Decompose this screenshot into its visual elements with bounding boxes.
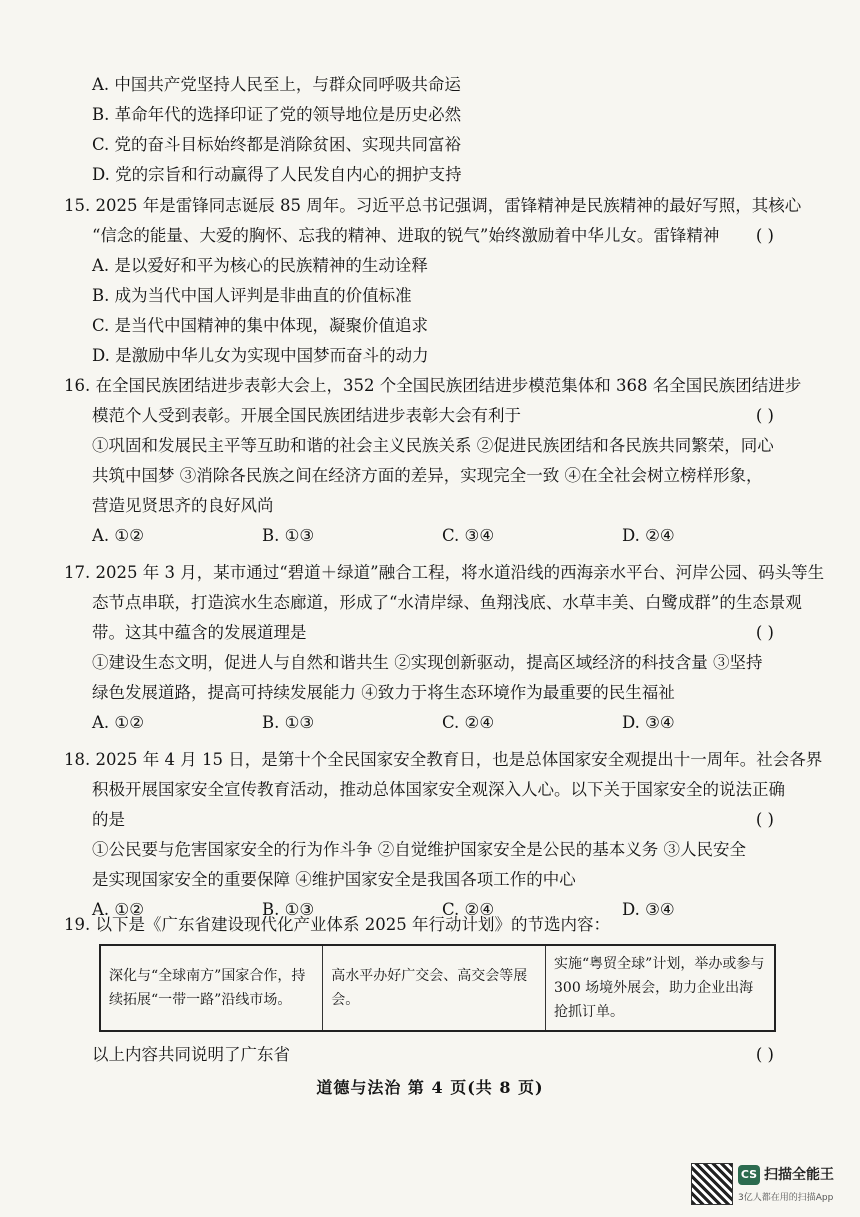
excerpt-cell: 实施“粤贸全球”计划，举办或参与 300 场境外展会，助力企业出海抢抓订单。 xyxy=(546,945,776,1031)
option-d: D. ③④ xyxy=(622,713,675,732)
q18-statement-line: 是实现国家安全的重要保障 ④维护国家安全是我国各项工作的中心 xyxy=(92,870,576,889)
option-b: B. ①③ xyxy=(262,713,315,732)
q16-statement-line: 共筑中国梦 ③消除各民族之间在经济方面的差异，实现完全一致 ④在全社会树立榜样形象， xyxy=(92,466,763,485)
option-a: A. ①② xyxy=(92,713,144,732)
q15-option-a: A. 是以爱好和平为核心的民族精神的生动诠释 xyxy=(92,256,428,275)
camscanner-logo: CS xyxy=(738,1165,760,1185)
q16-stem-line: 模范个人受到表彰。开展全国民族团结进步表彰大会有利于 xyxy=(92,406,521,425)
answer-bracket: ( ) xyxy=(755,623,774,642)
page-footer: 道德与法治 第 4 页(共 8 页) xyxy=(316,1078,544,1097)
q17-statement-line: ①建设生态文明，促进人与自然和谐共生 ②实现创新驱动，提高区域经济的科技含量 ③坚持 xyxy=(92,653,763,672)
answer-bracket: ( ) xyxy=(755,1045,774,1064)
q14-option-b: B. 革命年代的选择印证了党的领导地位是历史必然 xyxy=(92,105,462,124)
q15-option-d: D. 是激励中华儿女为实现中国梦而奋斗的动力 xyxy=(92,346,429,365)
q18-stem-line: 的是 xyxy=(92,810,125,829)
answer-bracket: ( ) xyxy=(755,406,774,425)
q15-option-b: B. 成为当代中国人评判是非曲直的价值标准 xyxy=(92,286,412,305)
q19-excerpt-table xyxy=(99,944,776,1032)
option-c: C. ②④ xyxy=(442,713,495,732)
option-c: C. ③④ xyxy=(442,526,495,545)
q19-stem: 以上内容共同说明了广东省 xyxy=(92,1045,290,1064)
q17-stem-line: 态节点串联，打造滨水生态廊道，形成了“水清岸绿、鱼翔浅底、水草丰美、白鹭成群”的生态景观 xyxy=(92,593,802,612)
q15-option-c: C. 是当代中国精神的集中体现，凝聚价值追求 xyxy=(92,316,429,335)
camscanner-brand: 扫描全能王 xyxy=(764,1167,834,1183)
q18-stem-line: 18. 2025 年 4 月 15 日，是第十个全民国家安全教育日，也是总体国家安全观提出十一周年。社会各界 xyxy=(64,750,823,769)
option-b: B. ①③ xyxy=(262,526,315,545)
excerpt-cell: 深化与“全球南方”国家合作，持续拓展“一带一路”沿线市场。 xyxy=(100,945,323,1031)
option-a: A. ①② xyxy=(92,526,144,545)
q18-stem-line: 积极开展国家安全宣传教育活动，推动总体国家安全观深入人心。以下关于国家安全的说法正确 xyxy=(92,780,785,799)
answer-bracket: ( ) xyxy=(755,226,774,245)
q15-stem-line: 15. 2025 年是雷锋同志诞辰 85 周年。习近平总书记强调，雷锋精神是民族精神的最好写照，其核心 xyxy=(64,196,802,215)
q16-statement-line: ①巩固和发展民主平等互助和谐的社会主义民族关系 ②促进民族团结和各民族共同繁荣，同心 xyxy=(92,436,774,455)
option-a: A. ①② xyxy=(92,900,144,919)
q19-intro: 19. 以下是《广东省建设现代化产业体系 2025 年行动计划》的节选内容： xyxy=(64,915,610,934)
option-c: C. ②④ xyxy=(442,900,495,919)
answer-bracket: ( ) xyxy=(755,810,774,829)
excerpt-cell: 高水平办好广交会、高交会等展会。 xyxy=(323,945,546,1031)
q16-statement-line: 营造见贤思齐的良好风尚 xyxy=(92,496,274,515)
q14-option-d: D. 党的宗旨和行动赢得了人民发自内心的拥护支持 xyxy=(92,165,462,184)
q17-statement-line: 绿色发展道路，提高可持续发展能力 ④致力于将生态环境作为最重要的民生福祉 xyxy=(92,683,675,702)
q16-stem-line: 16. 在全国民族团结进步表彰大会上，352 个全国民族团结进步模范集体和 368 名全国民族团结进步 xyxy=(64,376,802,395)
camscanner-tagline: 3亿人都在用的扫描App xyxy=(738,1193,834,1203)
q14-option-a: A. 中国共产党坚持人民至上，与群众同呼吸共命运 xyxy=(92,75,461,94)
qr-code-icon xyxy=(691,1163,733,1205)
option-d: D. ③④ xyxy=(622,900,675,919)
option-d: D. ②④ xyxy=(622,526,675,545)
q17-stem-line: 带。这其中蕴含的发展道理是 xyxy=(92,623,307,642)
q18-statement-line: ①公民要与危害国家安全的行为作斗争 ②自觉维护国家安全是公民的基本义务 ③人民安全 xyxy=(92,840,746,859)
q15-stem-line: “信念的能量、大爱的胸怀、忘我的精神、进取的锐气”始终激励着中华儿女。雷锋精神 xyxy=(92,226,720,245)
q14-option-c: C. 党的奋斗目标始终都是消除贫困、实现共同富裕 xyxy=(92,135,462,154)
q17-stem-line: 17. 2025 年 3 月，某市通过“碧道＋绿道”融合工程，将水道沿线的西海亲水平台、河岸公园、码头等生 xyxy=(64,563,825,582)
option-b: B. ①③ xyxy=(262,900,315,919)
